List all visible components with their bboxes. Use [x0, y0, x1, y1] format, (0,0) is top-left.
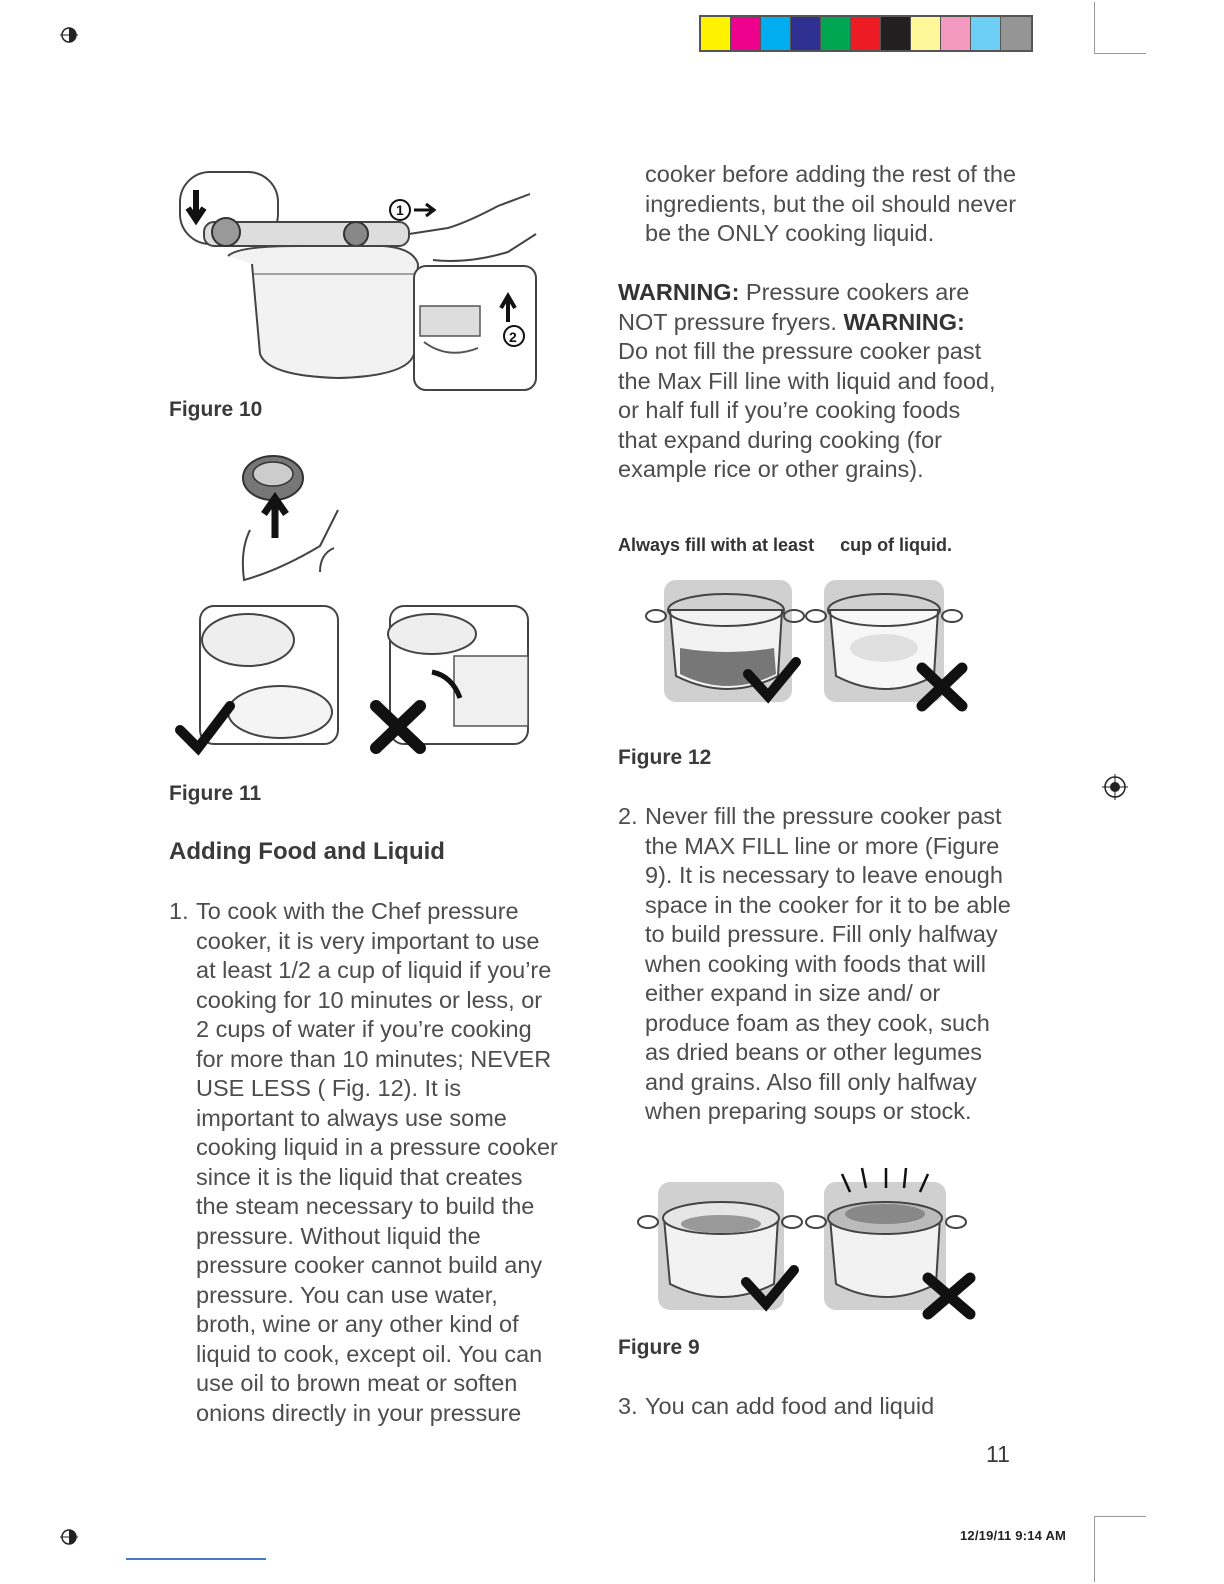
crop-mark-bottom-right [1094, 1516, 1146, 1582]
color-swatch [701, 17, 731, 50]
section-heading: Adding Food and Liquid [169, 838, 445, 865]
print-slug: 12/19/11 9:14 AM [960, 1528, 1067, 1543]
color-swatch [911, 17, 941, 50]
figure-12-label: Figure 12 [618, 746, 712, 769]
figure-10-label: Figure 10 [169, 398, 263, 421]
crop-mark-top-right [1094, 2, 1146, 54]
step-1-text: To cook with the Chef pressure cooker, it is very important to use at least 1/2 a cup of liquid if you’re cooking for 10 minutes or less, or 2 cups of water if you’re cooking for more than 10 minutes; NEVER USE LESS ( Fig. 12). It is important to always use some cooking liquid in a pressure cooker since it is the liquid that creates the steam necessary to build the pressure. Without liquid the pressure cooker cannot build any pressure. You can use water, broth, wine or any other kind of liquid to cook, except oil. You can use oil to brown meat or soften onions directly in your pressure [196, 898, 558, 1426]
figure-12-illustration [640, 576, 980, 712]
color-swatch [791, 17, 821, 50]
svg-text:1: 1 [396, 202, 404, 218]
registration-mark-right [1100, 772, 1130, 802]
figure-9-illustration [636, 1164, 982, 1320]
color-swatch [941, 17, 971, 50]
warning-paragraph [618, 278, 1000, 485]
warning-label-1: WARNING: [618, 279, 740, 305]
color-calibration-bar [699, 15, 1033, 52]
fill-note-part-1: Always fill with at least [618, 535, 815, 555]
step-2 [618, 802, 1018, 1127]
fill-note [618, 535, 952, 556]
registration-mark-bottom-left [58, 1526, 80, 1548]
step-1 [169, 897, 561, 1428]
registration-mark-top-left [58, 24, 80, 46]
color-swatch [851, 17, 881, 50]
color-swatch [761, 17, 791, 50]
svg-text:2: 2 [509, 329, 517, 345]
figure-11-label: Figure 11 [169, 782, 262, 805]
figure-9-label: Figure 9 [618, 1336, 700, 1359]
warning-text-2: Do not fill the pressure cooker past the Max Fill line with liquid and food, or half full if you’re cooking foods that expand during cooking (for example rice or other grains). [618, 338, 996, 482]
figure-11-illustration [170, 450, 540, 762]
step-3-number: 3. [618, 1393, 638, 1419]
color-swatch [731, 17, 761, 50]
page-number: 11 [986, 1441, 1010, 1467]
figure-10-illustration [168, 164, 540, 394]
step-2-number: 2. [618, 803, 638, 829]
step-2-text: Never fill the pressure cooker past the MAX FILL line or more (Figure 9). It is necessary to leave enough space in the cooker for it to be able to build pressure. Fill only halfway when cooking with foods that will either expand in size and/ or produce foam as they cook, such as dried beans or other legumes and grains. Also fill only halfway when preparing soups or stock. [645, 803, 1011, 1124]
color-swatch [971, 17, 1001, 50]
step-1-number: 1. [169, 898, 189, 924]
fill-note-part-2: cup of liquid. [840, 535, 953, 555]
warning-label-2: WARNING: [843, 308, 965, 335]
bottom-rule [126, 1558, 266, 1560]
color-swatch [821, 17, 851, 50]
color-swatch [1001, 17, 1031, 50]
continuation-text: cooker before adding the rest of the ingredients, but the oil should never be the ONLY cooking liquid. [645, 161, 1017, 246]
color-swatch [881, 17, 911, 50]
step-1-continuation [618, 160, 1018, 249]
step-3-text: You can add food and liquid [645, 1393, 935, 1419]
warning-text-1: Pressure cookers are NOT pressure fryers. [618, 279, 970, 335]
step-3 [618, 1392, 1018, 1422]
